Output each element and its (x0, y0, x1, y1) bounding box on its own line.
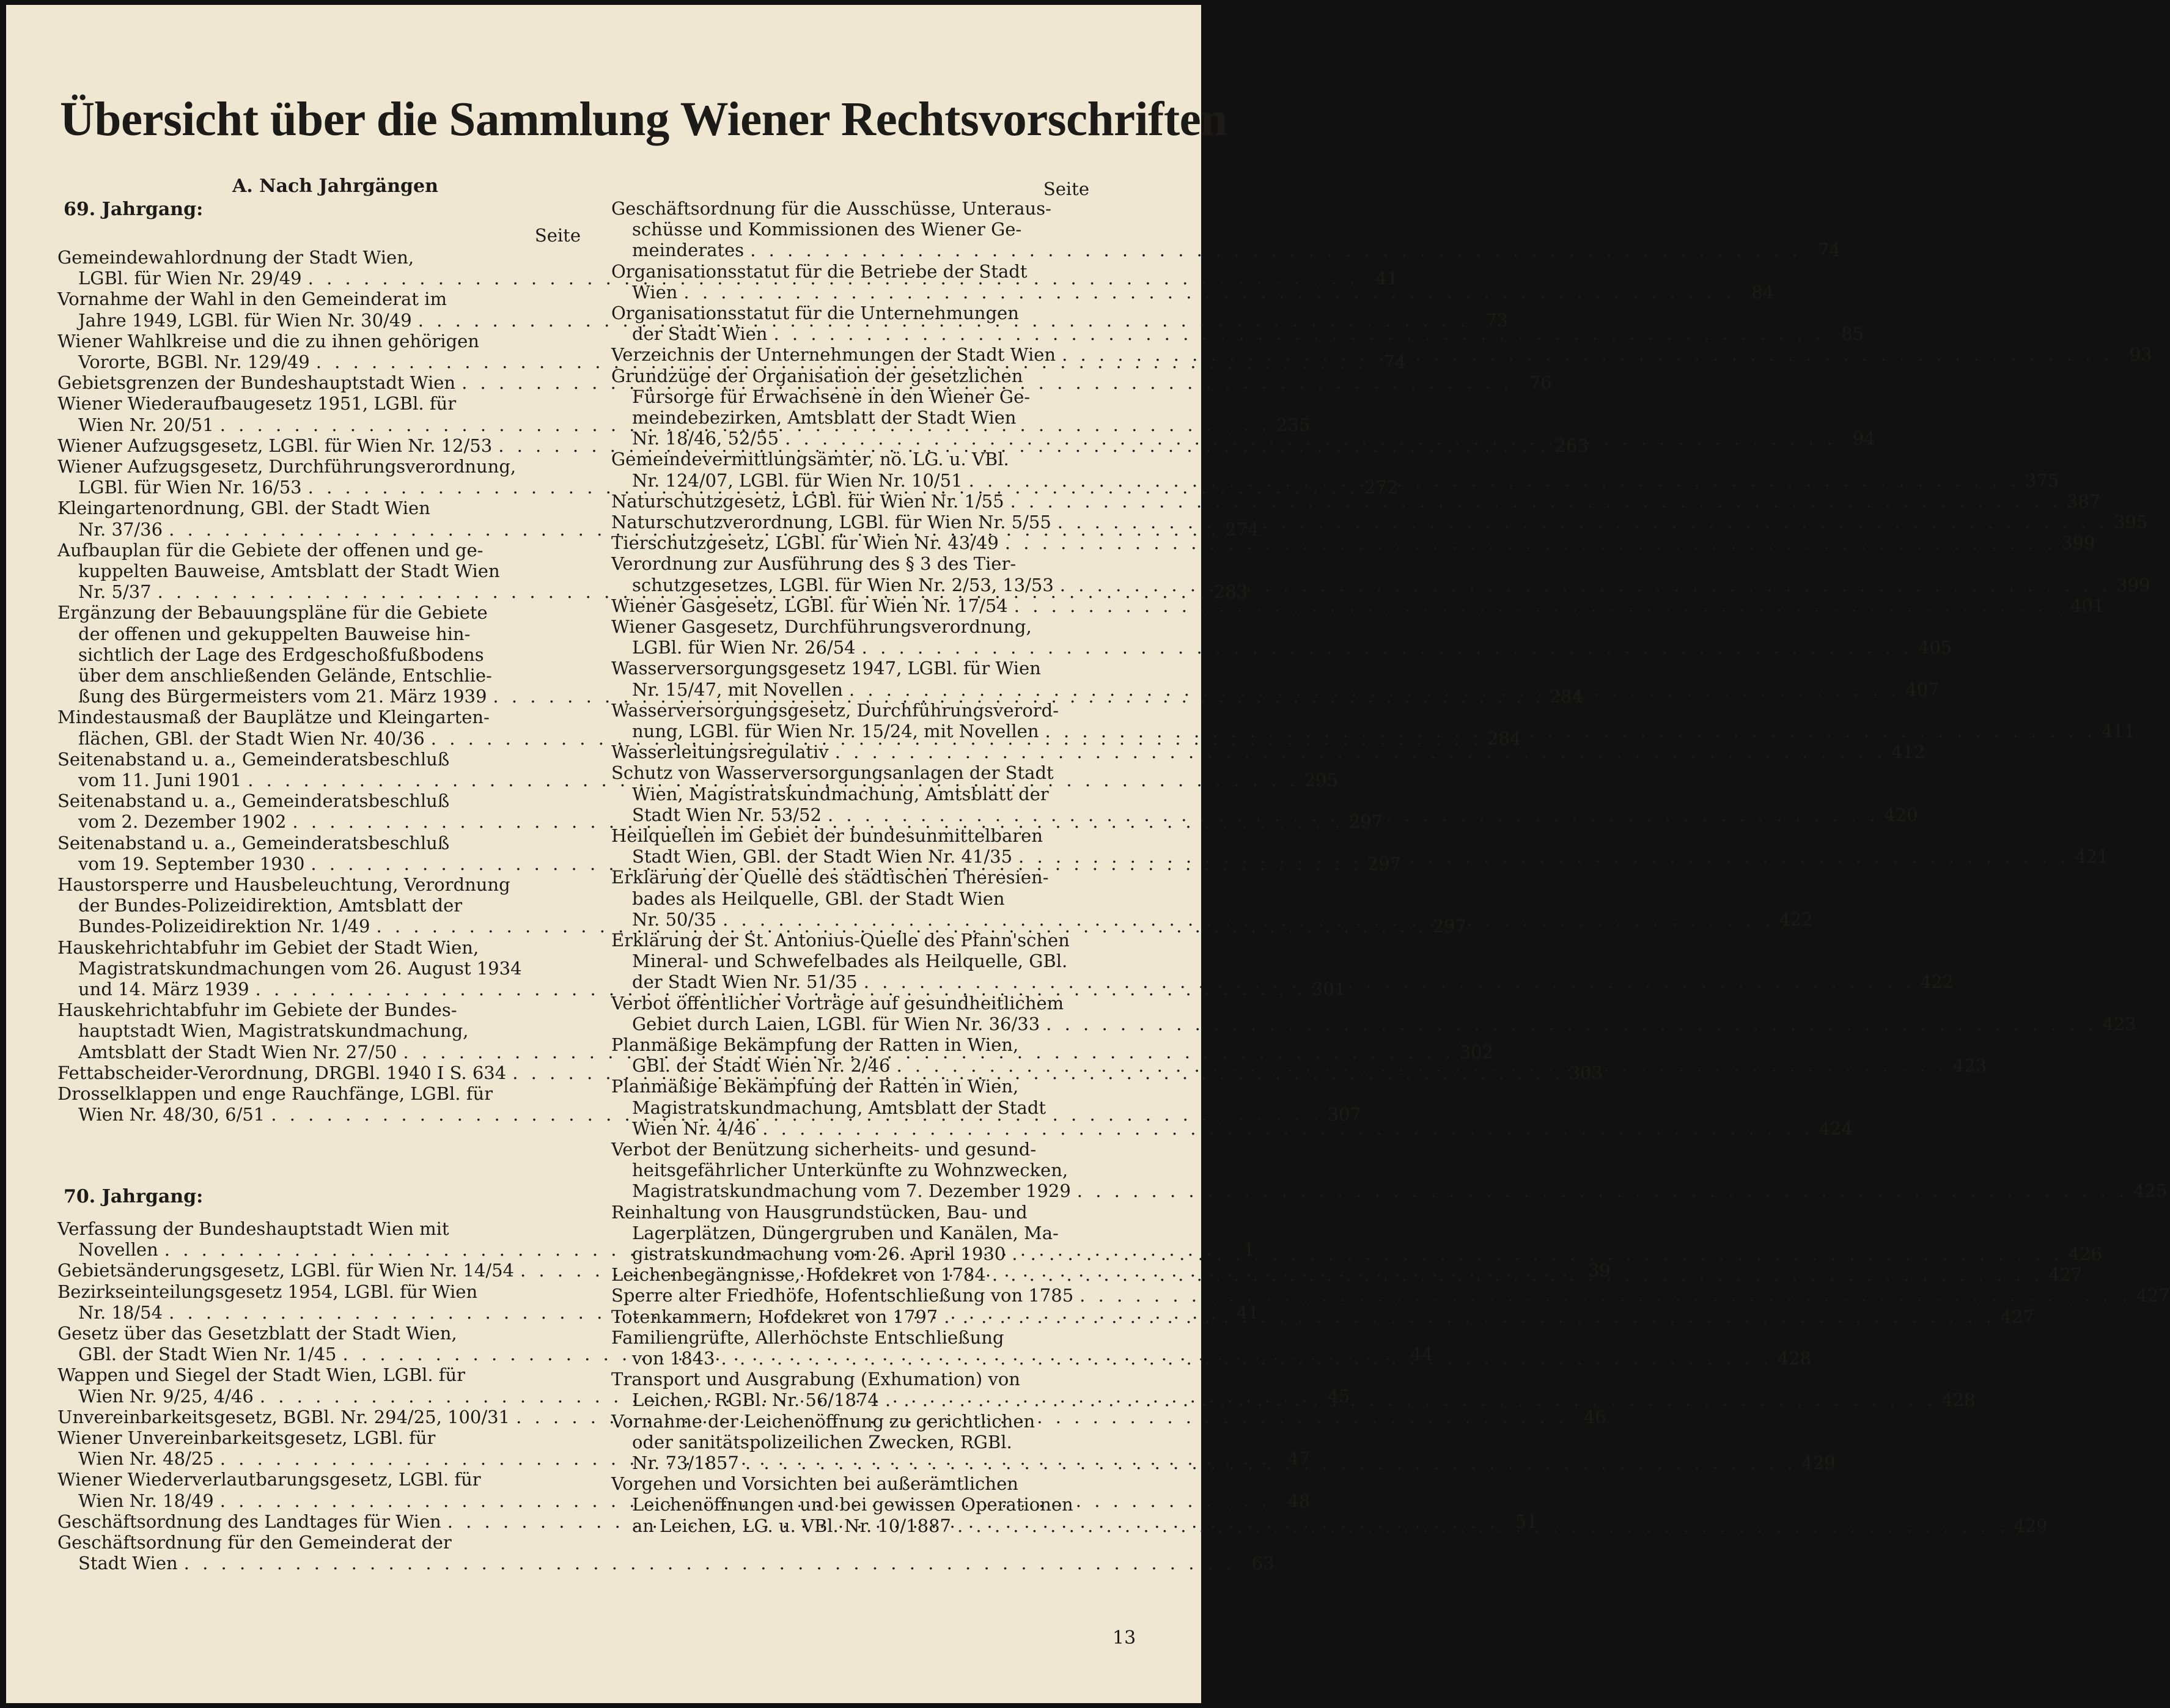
toc-entry (611, 1201, 2102, 1265)
entry-text: Jahre 1949, LGBl. für Wien Nr. 30/49 (78, 309, 412, 331)
entry-page-number: 274 (1225, 518, 1259, 540)
entry-text: Unvereinbarkeitsgesetz, BGBl. Nr. 294/25, 100/31 (57, 1406, 510, 1427)
dot-leader (879, 1390, 1936, 1410)
entry-page-number: 399 (2061, 532, 2095, 554)
entry-text: Erklärung der St. Antonius-Quelle des Pfann'schen (611, 930, 1070, 951)
entry-text: Wasserleitungsregulativ (611, 742, 829, 763)
entry-text: Wiener Aufzugsgesetz, LGBl. für Wien Nr. 12/53 (57, 435, 493, 456)
entry-page-number: 427 (2048, 1264, 2083, 1286)
page-title: Übersicht über die Sammlung Wiener Rechtsvorschriften (60, 93, 1227, 146)
toc-entry (611, 532, 2095, 554)
entry-page-number: 284 (1549, 686, 1584, 707)
entry-text: Seitenabstand u. a., Gemeinderatsbeschluß (57, 790, 450, 812)
entry-page-number: 297 (1432, 916, 1467, 937)
entry-text: Wien Nr. 48/30, 6/51 (78, 1104, 265, 1125)
entry-text: Geschäftsordnung für den Gemeinderat der (57, 1532, 452, 1553)
entry-text: Planmäßige Bekämpfung der Ratten in Wien, (611, 1034, 1019, 1055)
entry-page-number: 427 (2000, 1306, 2034, 1327)
entry-text: Nr. 18/46, 52/55 (632, 428, 779, 449)
entry-page-number: 73 (1485, 309, 1509, 331)
entry-text: Wiener Gasgesetz, Durchführungsverordnung, (611, 616, 1032, 637)
entry-text: Nr. 5/37 (78, 581, 152, 603)
entry-text: Wiener Wiederverlautbarungsgesetz, LGBl. für (57, 1469, 481, 1490)
entry-text: Leichen, RGBl. Nr. 56/1874 (632, 1390, 879, 1411)
entry-text: Wappen und Siegel der Stadt Wien, LGBl. für (57, 1364, 466, 1386)
entry-text: Wiener Aufzugsgesetz, Durchführungsverordnung, (57, 456, 517, 477)
entry-text: Bundes-Polizeidirektion Nr. 1/49 (78, 916, 370, 937)
entry-text: Wien Nr. 18/49 (78, 1490, 214, 1511)
entry-text: Amtsblatt der Stadt Wien Nr. 27/50 (78, 1041, 397, 1062)
entry-text: Wiener Wahlkreise und die zu ihnen gehörigen (57, 330, 479, 352)
entry-page-number: 429 (1801, 1452, 1836, 1473)
entry-text: an Leichen, LG. u. VBl. Nr. 10/1887 (632, 1515, 951, 1536)
toc-entry (611, 490, 2101, 512)
entry-page-number: 263 (1554, 435, 1589, 456)
entry-text: Fürsorge für Erwachsene in den Wiener Ge- (632, 386, 1031, 407)
entry-text: Magistratskundmachung, Amtsblatt der Stadt (632, 1097, 1046, 1118)
entry-text: Familiengrüfte, Allerhöchste Entschließung (611, 1327, 1004, 1348)
entry-text: meinderates (632, 240, 745, 261)
entry-text: Wien Nr. 4/46 (632, 1117, 757, 1139)
entry-page-number: 426 (2068, 1243, 2102, 1264)
entry-page-number: 395 (2114, 512, 2148, 532)
dot-leader (1006, 1243, 2063, 1264)
entry-page-number: 283 (1213, 581, 1248, 603)
entry-page-number: 405 (1918, 637, 1952, 658)
entry-text: Totenkammern, Hofdekret von 1797 (611, 1306, 938, 1327)
toc-entry (611, 992, 2136, 1034)
entry-text: Kleingartenordnung, GBl. der Stadt Wien (57, 498, 430, 519)
entry-page-number: 297 (1367, 853, 1402, 874)
entry-page-number: 387 (2066, 490, 2101, 512)
entry-text: Reinhaltung von Hausgrundstücken, Bau- und (611, 1201, 1028, 1223)
entry-text: Stadt Wien Nr. 53/52 (632, 804, 822, 825)
jahrgang-70-heading: 70. Jahrgang: (64, 1186, 204, 1207)
entry-page-number: 422 (1920, 971, 1954, 993)
dot-leader (1004, 491, 2062, 512)
dot-leader (858, 971, 1915, 992)
entry-text: Vororte, BGBl. Nr. 129/49 (78, 351, 310, 372)
entry-text: Naturschutzverordnung, LGBl. für Wien Nr. 5/55 (611, 512, 1051, 532)
entry-page-number: 428 (1777, 1347, 1812, 1369)
page-number: 13 (1113, 1627, 1136, 1649)
entry-text: vom 19. September 1930 (78, 853, 305, 874)
entry-text: Aufbauplan für die Gebiete der offenen und ge- (57, 539, 484, 561)
entry-page-number: 412 (1891, 742, 1925, 763)
entry-text: LGBl. für Wien Nr. 26/54 (632, 637, 856, 658)
entry-page-number: 76 (1529, 372, 1552, 394)
dot-leader (1008, 595, 2065, 616)
entry-text: von 1843 (632, 1347, 715, 1369)
dot-leader (1054, 575, 2111, 595)
dot-leader (1073, 1285, 2131, 1306)
dot-leader (890, 1055, 1947, 1076)
entry-text: gistratskundmachung vom 26. April 1930 (632, 1243, 1006, 1264)
entry-text: Verordnung zur Ausführung des § 3 des Tier- (611, 553, 1017, 575)
entry-text: Verbot der Benützung sicherheits- und gesund- (611, 1139, 1037, 1160)
entry-page-number: 45 (1327, 1385, 1350, 1407)
entry-text: Verbot öffentlicher Vorträge auf gesundheitlichem (611, 992, 1064, 1014)
entry-text: Bezirkseinteilungsgesetz 1954, LGBl. für Wien (57, 1281, 478, 1302)
entry-text: Fettabscheider-Verordnung, DRGBl. 1940 I S. 634 (57, 1062, 507, 1083)
entry-text: Verzeichnis der Unternehmungen der Stadt Wien (611, 344, 1056, 366)
entry-text: Vornahme der Wahl in den Gemeinderat im (57, 289, 447, 310)
entry-text: Wien, Magistratskundmachung, Amtsblatt der (632, 783, 1049, 804)
entry-text: LGBl. für Wien Nr. 29/49 (78, 268, 302, 289)
entry-text: vom 2. Dezember 1902 (78, 811, 287, 833)
dot-leader (767, 323, 1825, 344)
entry-text: über dem anschließenden Gelände, Entschlie- (78, 664, 492, 686)
entry-text: Wasserversorgungsgesetz 1947, LGBl. für Wien (611, 658, 1041, 679)
entry-text: Gemeindevermittlungsämter, nö. LG. u. VBl. (611, 449, 1009, 470)
entry-text: der Stadt Wien (632, 323, 768, 345)
dot-leader (715, 1348, 1773, 1369)
entry-text: nung, LGBl. für Wien Nr. 15/24, mit Novellen (632, 720, 1039, 742)
entry-page-number: 63 (1251, 1553, 1274, 1574)
dot-leader (999, 532, 2056, 553)
entry-text: LGBl. für Wien Nr. 16/53 (78, 477, 302, 498)
dot-leader (1012, 846, 2070, 867)
entry-text: sichtlich der Lage des Erdgeschoßfußbodens (78, 644, 484, 665)
entry-text: Haustorsperre und Hausbeleuchtung, Verordnung (57, 874, 510, 895)
entry-text: GBl. der Stadt Wien Nr. 2/46 (632, 1055, 891, 1077)
entry-text: Gebietsgrenzen der Bundeshauptstadt Wien (57, 372, 456, 394)
entry-page-number: 51 (1515, 1511, 1538, 1532)
entry-page-number: 41 (1375, 268, 1399, 289)
entry-text: Magistratskundmachung vom 7. Dezember 1929 (632, 1180, 1071, 1202)
entry-text: der Stadt Wien Nr. 51/35 (632, 971, 858, 993)
entry-text: oder sanitätspolizeilichen Zwecken, RGBl. (632, 1431, 1012, 1452)
entry-text: Naturschutzgesetz, LGBl. für Wien Nr. 1/55 (611, 490, 1004, 512)
entry-text: schutzgesetzes, LGBl. für Wien Nr. 2/53, 13/53 (632, 574, 1054, 595)
dot-leader (951, 1515, 2009, 1536)
entry-text: meindebezirken, Amtsblatt der Stadt Wien (632, 407, 1017, 428)
entry-page-number: 235 (1276, 414, 1311, 435)
entry-text: Wien Nr. 9/25, 4/46 (78, 1385, 254, 1407)
toc-entry (611, 198, 1841, 261)
entry-page-number: 295 (1304, 769, 1338, 790)
entry-page-number: 401 (2070, 595, 2105, 616)
dot-leader (829, 742, 1886, 762)
dot-leader (677, 282, 1735, 303)
dot-leader (1039, 721, 2097, 742)
entry-page-number: 302 (1459, 1041, 1494, 1062)
entry-page-number: 84 (1751, 281, 1775, 303)
entry-text: Organisationsstatut für die Unternehmungen (611, 303, 1019, 323)
section-a-heading: A. Nach Jahrgängen (232, 175, 438, 197)
toc-entry (611, 1285, 2170, 1306)
dot-leader (756, 1118, 1814, 1139)
entry-page-number: 407 (1905, 679, 1940, 700)
entry-page-number: 74 (1383, 351, 1407, 372)
entry-text: Stadt Wien (78, 1553, 178, 1574)
dot-leader (1051, 512, 2109, 532)
entry-page-number: 301 (1311, 978, 1346, 999)
entry-text: hauptstadt Wien, Magistratskundmachung, (78, 1020, 469, 1042)
entry-text: Hauskehrichtabfuhr im Gebiet der Stadt Wien, (57, 937, 479, 958)
dot-leader (779, 428, 1836, 449)
entry-page-number: 421 (2075, 846, 2109, 867)
entry-text: Gesetz über das Gesetzblatt der Stadt Wien, (57, 1323, 457, 1344)
dot-leader (963, 470, 2020, 491)
entry-text: Nr. 124/07, LGBl. für Wien Nr. 10/51 (632, 469, 963, 491)
entry-text: Wiener Unvereinbarkeitsgesetz, LGBl. für (57, 1427, 436, 1448)
entry-text: Novellen (78, 1239, 158, 1261)
entry-page-number: 427 (2136, 1285, 2170, 1306)
toc-entry (57, 1532, 1274, 1574)
entry-page-number: 94 (1852, 428, 1875, 449)
dot-leader (739, 1452, 1797, 1473)
entry-text: Nr. 15/47, mit Novellen (632, 679, 843, 700)
dot-leader (1071, 1180, 2128, 1201)
toc-entry (611, 616, 1952, 658)
entry-page-number: 85 (1841, 323, 1864, 345)
entry-text: Geschäftsordnung des Landtages für Wien (57, 1511, 441, 1532)
entry-text: der offenen und gekuppelten Bauweise hin- (78, 623, 471, 644)
entry-page-number: 48 (1287, 1490, 1311, 1511)
entry-text: Wien Nr. 20/51 (78, 414, 214, 435)
entry-page-number: 39 (1587, 1260, 1611, 1281)
entry-page-number: 44 (1410, 1344, 1433, 1365)
entry-page-number: 46 (1583, 1406, 1606, 1427)
entry-page-number: 307 (1327, 1104, 1361, 1125)
entry-text: Gemeindewahlordnung der Stadt Wien, (57, 247, 414, 268)
entry-text: Verfassung der Bundeshauptstadt Wien mit (57, 1218, 449, 1239)
entry-text: Leichenbegängnisse, Hofdekret von 1784 (611, 1264, 986, 1286)
entry-text: bades als Heilquelle, GBl. der Stadt Wien (632, 888, 1005, 909)
entry-text: Vornahme der Leichenöffnung zu gerichtlichen (611, 1410, 1035, 1432)
entry-text: und 14. März 1939 (78, 978, 249, 999)
entry-text: Nr. 73/1857 (632, 1452, 739, 1473)
entry-page-number: 284 (1487, 727, 1521, 749)
document-page (6, 5, 2170, 1703)
entry-page-number: 429 (2014, 1515, 2048, 1536)
entry-text: Nr. 37/36 (78, 518, 163, 540)
entry-text: vom 11. Juni 1901 (78, 769, 242, 790)
entry-text: Magistratskundmachungen vom 26. August 1934 (78, 957, 522, 979)
entry-text: kuppelten Bauweise, Amtsblatt der Stadt Wien (78, 560, 500, 581)
entry-text: Vorgehen und Vorsichten bei außerämtlichen (611, 1473, 1018, 1495)
dot-leader (1040, 1014, 2097, 1034)
entry-text: Wien Nr. 48/25 (78, 1448, 214, 1470)
entry-text: heitsgefährlicher Unterkünfte zu Wohnzwecken, (632, 1160, 1068, 1181)
entry-text: Tierschutzgesetz, LGBl. für Wien Nr. 43/49 (611, 532, 999, 554)
entry-text: Nr. 18/54 (78, 1301, 163, 1323)
dot-leader (822, 804, 1879, 825)
entry-page-number: 303 (1569, 1062, 1603, 1083)
entry-text: Wiener Gasgesetz, LGBl. für Wien Nr. 17/54 (611, 595, 1008, 616)
jahrgang-69-heading: 69. Jahrgang: (64, 199, 204, 220)
entry-text: Gebiet durch Laien, LGBl. für Wien Nr. 36/33 (632, 1013, 1040, 1034)
entry-text: ßung des Bürgermeisters vom 21. März 1939 (78, 686, 487, 707)
entry-text: Leichenöffnungen und bei gewissen Operationen (632, 1494, 1073, 1515)
entry-text: GBl. der Stadt Wien Nr. 1/45 (78, 1344, 337, 1365)
entry-text: Nr. 50/35 (632, 908, 717, 930)
entry-page-number: 47 (1287, 1448, 1311, 1470)
entry-page-number: 423 (1952, 1055, 1987, 1077)
entry-text: Mindestausmaß der Bauplätze und Kleingarten- (57, 707, 490, 728)
toc-entry (611, 742, 1925, 763)
entry-page-number: 424 (1819, 1117, 1853, 1139)
dot-leader (178, 1553, 1235, 1574)
entry-page-number: 428 (1941, 1390, 1976, 1411)
seite-label-left: Seite (534, 225, 581, 246)
dot-leader (938, 1306, 1995, 1327)
entry-page-number: 422 (1779, 908, 1813, 930)
entry-text: Seitenabstand u. a., Gemeinderatsbeschluß (57, 748, 450, 770)
entry-page-number: 425 (2133, 1180, 2168, 1202)
entry-text: Grundzüge der Organisation der gesetzlichen (611, 365, 1023, 386)
entry-text: Transport und Ausgrabung (Exhumation) von (611, 1369, 1020, 1390)
dot-leader (1056, 344, 2113, 365)
entry-page-number: 420 (1884, 804, 1918, 825)
entry-text: Wasserversorgungsgesetz, Durchführungsverord- (611, 699, 1059, 721)
entry-page-number: 1 (1243, 1239, 1255, 1261)
entry-text: schüsse und Kommissionen des Wiener Ge- (632, 219, 1022, 240)
entry-text: Sperre alter Friedhöfe, Hofentschließung von 1785 (611, 1285, 1074, 1306)
entry-page-number: 411 (2101, 720, 2136, 742)
dot-leader (744, 240, 1801, 260)
entry-text: Gebietsänderungsgesetz, LGBl. für Wien Nr. 14/54 (57, 1260, 514, 1281)
entry-text: Stadt Wien, GBl. der Stadt Wien Nr. 41/35 (632, 846, 1013, 867)
entry-page-number: 272 (1364, 477, 1399, 498)
entry-text: Organisationsstatut für die Betriebe der Stadt (611, 260, 1028, 282)
entry-page-number: 399 (2116, 574, 2150, 595)
entry-page-number: 93 (2129, 344, 2152, 366)
dot-leader (843, 679, 1900, 700)
entry-text: Lagerplätzen, Düngergruben und Kanälen, Ma- (632, 1222, 1059, 1243)
dot-leader (716, 909, 1774, 930)
entry-page-number: 74 (1817, 240, 1841, 261)
entry-page-number: 41 (1236, 1301, 1259, 1323)
entry-page-number: 423 (2102, 1013, 2136, 1034)
entry-text: Planmäßige Bekämpfung der Ratten in Wien, (611, 1076, 1019, 1097)
seite-label-right: Seite (1043, 179, 1089, 199)
entry-text: Drosselklappen und enge Rauchfänge, LGBl. für (57, 1083, 493, 1104)
entry-text: Erklärung der Quelle des städtischen Theresien- (611, 867, 1049, 888)
entry-page-number: 297 (1348, 811, 1383, 833)
entry-text: der Bundes-Polizeidirektion, Amtsblatt der (78, 895, 463, 916)
entry-text: Hauskehrichtabfuhr im Gebiete der Bundes- (57, 999, 457, 1021)
dot-leader (986, 1264, 2043, 1285)
entry-text: Seitenabstand u. a., Gemeinderatsbeschluß (57, 832, 450, 853)
entry-text: Wien (632, 281, 678, 303)
entry-text: Schutz von Wasserversorgungsanlagen der Stadt (611, 762, 1054, 784)
entry-page-number: 375 (2025, 469, 2059, 491)
toc-entry (611, 1139, 2168, 1202)
toc-entry (611, 595, 2105, 616)
entry-text: Heilquellen im Gebiet der bundesunmittelbaren (611, 825, 1043, 846)
entry-text: Wiener Wiederaufbaugesetz 1951, LGBl. für (57, 393, 457, 414)
entry-text: flächen, GBl. der Stadt Wien Nr. 40/36 (78, 727, 425, 749)
entry-text: Mineral- und Schwefelbades als Heilquelle, GBl. (632, 951, 1068, 972)
entry-text: Ergänzung der Bebauungspläne für die Gebiete (57, 602, 488, 624)
dot-leader (856, 637, 1913, 658)
entry-text: Geschäftsordnung für die Ausschüsse, Unteraus- (611, 198, 1051, 219)
